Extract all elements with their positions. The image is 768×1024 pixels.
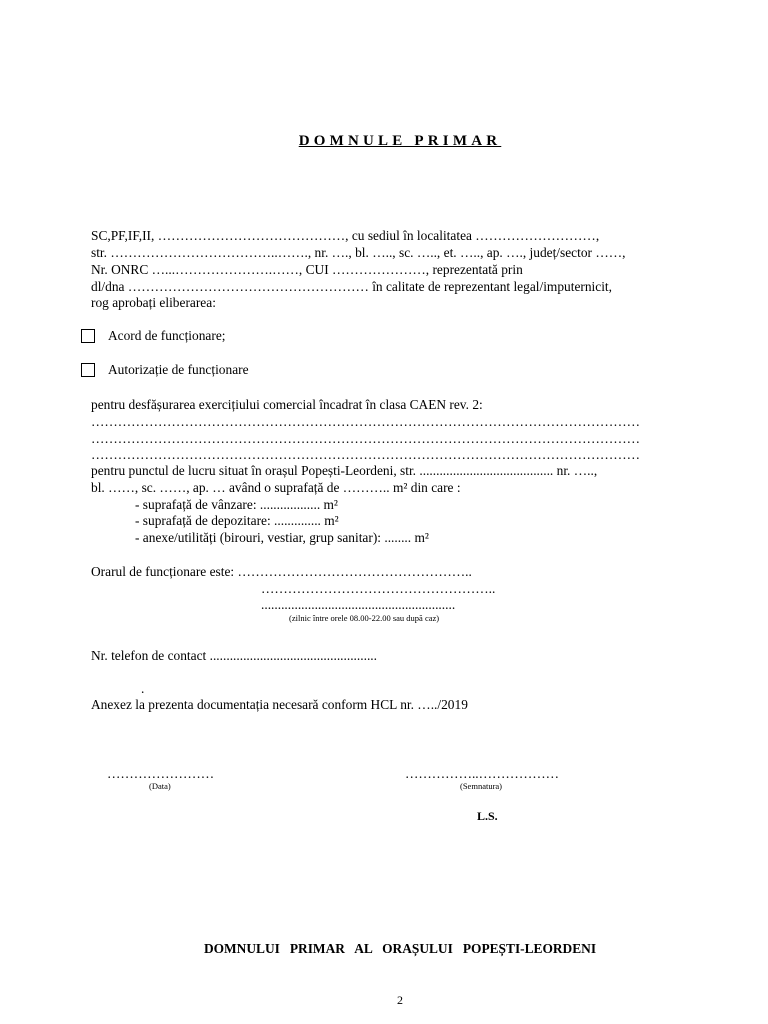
signature-dots: ……………..………………	[405, 766, 559, 781]
intro-line-3: Nr. ONRC …...………………….……, CUI …………………, reprezentată prin	[91, 262, 523, 277]
caen-dots-1: ……………………………………………………………………………………………………………	[91, 414, 641, 429]
area-sales: - suprafață de vânzare: .................. m²	[135, 497, 338, 512]
intro-line-2: str. ………………………………..……., nr. …., bl. ….., sc. ….., et. ….., ap. …., județ/sector ……,	[91, 245, 626, 260]
intro-line-4: dl/dna ……………………………………………… în calitate de reprezentant legal/imputernicit,	[91, 279, 612, 294]
signature-label: (Semnatura)	[460, 781, 503, 791]
caen-line: pentru desfășurarea exercițiului comercial încadrat în clasa CAEN rev. 2:	[91, 397, 483, 412]
caen-dots-3: ……………………………………………………………………………………………………………	[91, 447, 641, 462]
intro-line-1: SC,PF,IF,II, ……………………………………, cu sediul în localitatea ………………………,	[91, 228, 600, 243]
date-dots: ……………………	[107, 766, 215, 781]
page-number: 2	[397, 993, 403, 1007]
acord-checkbox[interactable]	[81, 329, 95, 343]
schedule-dots-3: ..........................................................	[261, 597, 456, 612]
schedule-label: Orarul de funcționare este: ……………………………………………..	[91, 564, 472, 579]
schedule-dots-2: ……………………………………………..	[261, 581, 496, 596]
autorizatie-checkbox[interactable]	[81, 363, 95, 377]
intro-line-5: rog aprobați eliberarea:	[91, 295, 216, 310]
annex-line: Anexez la prezenta documentația necesară conform HCL nr. …../2019	[91, 697, 468, 712]
area-storage: - suprafață de depozitare: .............. m²	[135, 513, 339, 528]
location-line-2: bl. ……, sc. ……, ap. … având o suprafață de ……….. m² din care :	[91, 480, 461, 495]
location-line-1: pentru punctul de lucru situat în orașul Popești-Leordeni, str. ........................................ nr. …..,	[91, 463, 598, 478]
footer-addressee: DOMNULUI PRIMAR AL ORAȘULUI POPEȘTI-LEORDENI	[203, 941, 597, 956]
page-title: DOMNULE PRIMAR	[298, 133, 502, 149]
area-annex: - anexe/utilități (birouri, vestiar, grup sanitar): ........ m²	[135, 530, 429, 545]
date-label: (Data)	[149, 781, 171, 791]
ls-stamp-label: L.S.	[477, 809, 498, 823]
caen-dots-2: ……………………………………………………………………………………………………………	[91, 431, 641, 446]
phone-line: Nr. telefon de contact ..................................................	[91, 648, 377, 663]
schedule-note: (zilnic între orele 08.00-22.00 sau după caz)	[289, 613, 440, 623]
autorizatie-label: Autorizație de funcționare	[108, 362, 249, 377]
annex-dot: .	[141, 681, 145, 696]
acord-label: Acord de funcționare;	[108, 328, 226, 343]
